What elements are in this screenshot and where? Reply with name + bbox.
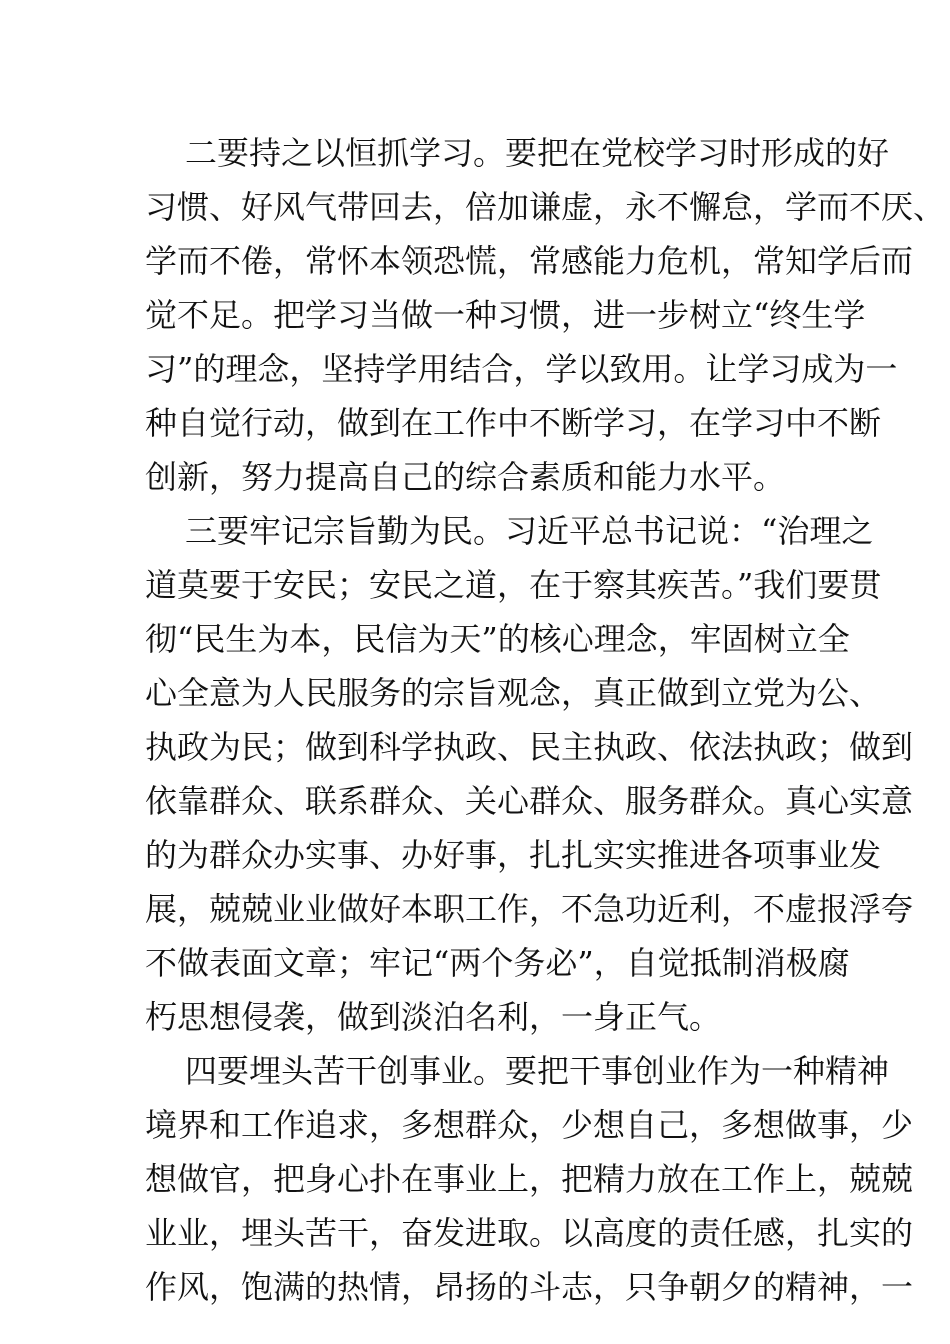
text-line: 心全意为人民服务的宗旨观念，真正做到立党为公、: [145, 674, 882, 712]
text-line: 四要埋头苦干创事业。要把干事创业作为一种精神: [185, 1052, 890, 1090]
text-line: 习惯、好风气带回去，倍加谦虚，永不懈怠，学而不厌、: [145, 188, 946, 226]
paragraph-hard-work: [145, 1044, 914, 1314]
text-line: 业业，埋头苦干，奋发进取。以高度的责任感，扎实的: [145, 1214, 914, 1252]
text-line: 道莫要于安民；安民之道，在于察其疾苦。”我们要贯: [145, 566, 882, 604]
paragraph-study: [145, 126, 946, 504]
text-line: 习”的理念，坚持学用结合，学以致用。让学习成为一: [145, 350, 898, 388]
text-line: 朽思想侵袭，做到淡泊名利，一身正气。: [145, 998, 722, 1036]
text-line: 学而不倦，常怀本领恐慌，常感能力危机，常知学后而: [145, 242, 914, 280]
paragraph-serve-people: [145, 504, 914, 1044]
text-line: 创新，努力提高自己的综合素质和能力水平。: [145, 458, 786, 496]
text-line: 彻“民生为本，民信为天”的核心理念，牢固树立全: [145, 620, 850, 658]
document-body: [145, 126, 946, 1314]
text-line: 二要持之以恒抓学习。要把在党校学习时形成的好: [185, 134, 890, 172]
text-line: 执政为民；做到科学执政、民主执政、依法执政；做到: [145, 728, 914, 766]
text-line: 的为群众办实事、办好事，扎扎实实推进各项事业发: [145, 836, 882, 874]
text-line: 作风，饱满的热情，昂扬的斗志，只争朝夕的精神，一: [145, 1268, 914, 1306]
text-line: 三要牢记宗旨勤为民。习近平总书记说：“治理之: [185, 512, 874, 550]
text-line: 觉不足。把学习当做一种习惯，进一步树立“终生学: [145, 296, 866, 334]
text-line: 不做表面文章；牢记“两个务必”，自觉抵制消极腐: [145, 944, 850, 982]
text-line: 境界和工作追求，多想群众，少想自己，多想做事，少: [145, 1106, 914, 1144]
text-line: 展，兢兢业业做好本职工作，不急功近利，不虚报浮夸: [145, 890, 914, 928]
text-line: 依靠群众、联系群众、关心群众、服务群众。真心实意: [145, 782, 914, 820]
text-line: 想做官，把身心扑在事业上，把精力放在工作上，兢兢: [145, 1160, 914, 1198]
text-line: 种自觉行动，做到在工作中不断学习，在学习中不断: [145, 404, 882, 442]
